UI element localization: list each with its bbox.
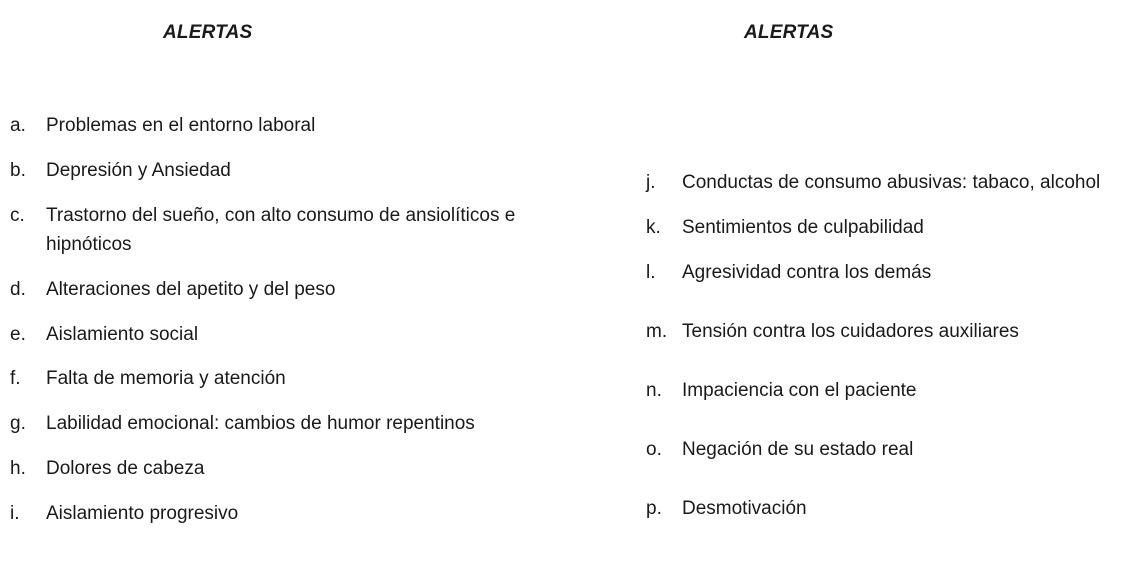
alert-letter: m. [646, 321, 668, 342]
alert-letter: o. [646, 439, 662, 460]
alert-text: Alteraciones del apetito y del peso [46, 279, 336, 300]
alert-text: Conductas de consumo abusivas: tabaco, alcohol [682, 172, 1101, 193]
alert-item-l [646, 258, 1142, 287]
alert-item-a [10, 111, 566, 140]
alert-item-k [646, 213, 1142, 242]
alert-letter: d. [10, 279, 26, 300]
alert-item-b [10, 156, 566, 185]
alert-item-c [10, 201, 566, 259]
alert-text: Sentimientos de culpabilidad [682, 217, 924, 238]
alert-letter: l. [646, 262, 656, 283]
alert-item-p [646, 494, 1142, 523]
alert-text: Dolores de cabeza [46, 458, 205, 479]
alert-text: Labilidad emocional: cambios de humor repentinos [46, 413, 475, 434]
alert-text: Trastorno del sueño, con alto consumo de ansiolíticos e hipnóticos [46, 205, 516, 255]
alert-item-j [646, 168, 1142, 197]
alert-item-d [10, 275, 566, 304]
alert-text: Problemas en el entorno laboral [46, 115, 316, 136]
alert-text: Depresión y Ansiedad [46, 160, 231, 181]
alert-letter: n. [646, 380, 662, 401]
alert-letter: p. [646, 498, 662, 519]
alert-letter: i. [10, 503, 20, 524]
alert-letter: a. [10, 115, 26, 136]
alert-item-o [646, 435, 1142, 464]
alert-text: Tensión contra los cuidadores auxiliares [682, 321, 1019, 342]
alert-letter: j. [646, 172, 656, 193]
alert-item-m [646, 317, 1142, 346]
alert-text: Aislamiento progresivo [46, 503, 239, 524]
alert-text: Impaciencia con el paciente [682, 380, 917, 401]
alert-letter: b. [10, 160, 26, 181]
alert-letter: g. [10, 413, 26, 434]
alert-text: Aislamiento social [46, 324, 199, 345]
alert-letter: f. [10, 368, 21, 389]
alert-text: Falta de memoria y atención [46, 368, 286, 389]
alert-text: Agresividad contra los demás [682, 262, 932, 283]
alert-item-n [646, 376, 1142, 405]
alert-letter: h. [10, 458, 26, 479]
alert-letter: c. [10, 205, 25, 226]
alert-item-e [10, 320, 566, 349]
alert-text: Negación de su estado real [682, 439, 914, 460]
alert-item-i [10, 499, 566, 528]
alert-text: Desmotivación [682, 498, 807, 519]
alert-item-g [10, 409, 566, 438]
alertas-heading-left: ALERTAS [163, 22, 253, 43]
alertas-heading-right: ALERTAS [744, 22, 834, 43]
alert-item-h [10, 454, 566, 483]
alert-letter: k. [646, 217, 661, 238]
alert-item-f [10, 364, 566, 393]
alert-letter: e. [10, 324, 26, 345]
